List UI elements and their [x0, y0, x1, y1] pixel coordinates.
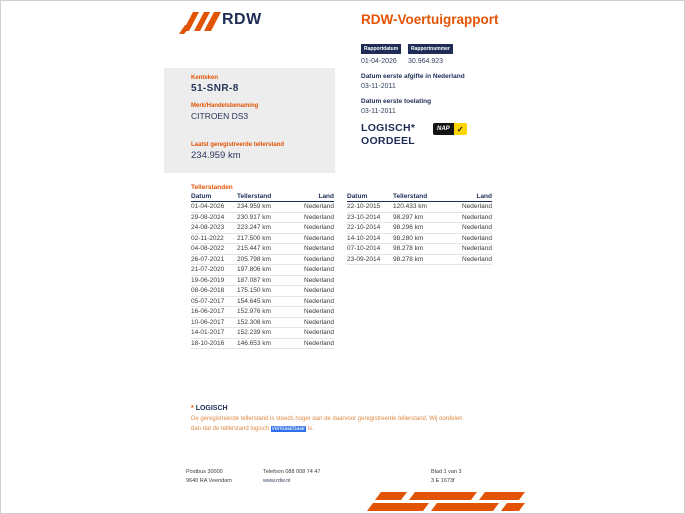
cell-datum: 29-08-2024	[191, 213, 225, 221]
cell-datum: 19-06-2019	[191, 276, 225, 284]
cell-tellerstand: 152.239 km	[237, 329, 271, 337]
oordeel-word1: LOGISCH*	[361, 122, 416, 134]
cell-datum: 08-06-2018	[191, 287, 225, 295]
table-row	[347, 202, 492, 213]
cell-tellerstand: 197.806 km	[237, 266, 271, 274]
table-row	[191, 328, 334, 339]
cell-land: Nederland	[304, 287, 334, 295]
cell-land: Nederland	[462, 245, 492, 253]
cell-land: Nederland	[462, 255, 492, 263]
cell-land: Nederland	[304, 224, 334, 232]
cell-datum: 01-04-2026	[191, 203, 225, 211]
table-row	[347, 234, 492, 245]
kenteken-value: 51-SNR-8	[191, 83, 239, 94]
table-header	[191, 193, 334, 202]
cell-land: Nederland	[304, 255, 334, 263]
cell-datum: 16-06-2017	[191, 308, 225, 316]
cell-land: Nederland	[304, 234, 334, 242]
table-row	[191, 244, 334, 255]
cell-datum: 10-06-2017	[191, 318, 225, 326]
table-row	[347, 255, 492, 266]
col-tellerstand: Tellerstand	[393, 193, 428, 200]
footnote-highlighted-word: verklaarbaar	[271, 425, 306, 432]
table-row	[191, 276, 334, 287]
tellerstanden-table-left	[191, 193, 334, 349]
footer-doc-code: 3 E 1673f	[431, 478, 455, 484]
footer-contact	[263, 468, 321, 486]
cell-tellerstand: 205.798 km	[237, 255, 271, 263]
table-row	[191, 202, 334, 213]
nap-checkmark-icon: ✓	[454, 123, 467, 135]
tellerstanden-table-right	[347, 193, 492, 265]
cell-tellerstand: 223.247 km	[237, 224, 271, 232]
toelating-value: 03-11-2011	[361, 108, 396, 115]
footnote-marker: *	[191, 405, 194, 412]
cell-tellerstand: 146.653 km	[237, 339, 271, 347]
footnote-text-before: De geregistreerde tellerstand is steeds hoger dan de daarvoor geregistreerde tellerstand. Wij oordelen dan dat de tellerstand logisch	[191, 416, 463, 432]
cell-tellerstand: 98.278 km	[393, 245, 424, 253]
page-title: RDW-Voertuigrapport	[361, 12, 499, 27]
cell-land: Nederland	[304, 339, 334, 347]
cell-tellerstand: 152.976 km	[237, 308, 271, 316]
cell-tellerstand: 175.150 km	[237, 287, 271, 295]
footer-phone: Telefoon 088 008 74 47	[263, 469, 321, 475]
afgifte-label: Datum eerste afgifte in Nederland	[361, 73, 465, 80]
cell-land: Nederland	[462, 203, 492, 211]
cell-land: Nederland	[304, 329, 334, 337]
footer-address	[186, 468, 232, 486]
table-row	[191, 318, 334, 329]
footer-address-line2: 9640 RA Veendam	[186, 478, 232, 484]
footer-website-link[interactable]: www.rdw.nl	[263, 478, 291, 484]
vehicle-summary-box	[164, 68, 335, 173]
footer-paging	[431, 468, 462, 486]
footer-page-number: Blad 1 van 3	[431, 469, 462, 475]
table-row	[191, 234, 334, 245]
cell-land: Nederland	[304, 213, 334, 221]
cell-land: Nederland	[462, 234, 492, 242]
report-number-block	[408, 37, 453, 65]
cell-land: Nederland	[304, 203, 334, 211]
table-row	[191, 255, 334, 266]
cell-tellerstand: 98.296 km	[393, 224, 424, 232]
cell-tellerstand: 152.308 km	[237, 318, 271, 326]
table-row	[347, 223, 492, 234]
table-header	[347, 193, 492, 202]
cell-tellerstand: 217.500 km	[237, 234, 271, 242]
table-body	[347, 202, 492, 265]
cell-land: Nederland	[304, 297, 334, 305]
cell-land: Nederland	[304, 308, 334, 316]
cell-datum: 14-01-2017	[191, 329, 225, 337]
col-tellerstand: Tellerstand	[237, 193, 272, 200]
footer-address-line1: Postbus 30000	[186, 469, 223, 475]
afgifte-value: 03-11-2011	[361, 83, 396, 90]
cell-datum: 23-10-2014	[347, 213, 381, 221]
cell-tellerstand: 154.645 km	[237, 297, 271, 305]
col-land: Land	[476, 193, 492, 200]
footnote-title	[191, 405, 228, 412]
report-number-label: Rapportnummer	[408, 44, 453, 54]
footer-stripes-decoration-icon	[367, 490, 525, 514]
footnote-title-text: LOGISCH	[195, 405, 228, 412]
cell-datum: 22-10-2014	[347, 224, 381, 232]
table-row	[191, 307, 334, 318]
cell-land: Nederland	[304, 245, 334, 253]
oordeel-text	[361, 122, 415, 148]
cell-tellerstand: 120.433 km	[393, 203, 427, 211]
table-row	[191, 213, 334, 224]
col-datum: Datum	[347, 193, 368, 200]
cell-tellerstand: 215.447 km	[237, 245, 271, 253]
table-row	[347, 213, 492, 224]
cell-datum: 18-10-2016	[191, 339, 225, 347]
cell-datum: 26-07-2021	[191, 255, 225, 263]
tellerstand-label: Laatst geregistreerde tellerstand	[191, 142, 285, 148]
tellerstanden-section-title: Tellerstanden	[191, 184, 233, 191]
table-row	[191, 265, 334, 276]
cell-tellerstand: 234.959 km	[237, 203, 271, 211]
nap-logo-text: NAP	[433, 123, 454, 135]
col-datum: Datum	[191, 193, 212, 200]
table-row	[347, 244, 492, 255]
col-land: Land	[318, 193, 334, 200]
table-row	[191, 223, 334, 234]
cell-datum: 07-10-2014	[347, 245, 381, 253]
report-date-label: Rapportdatum	[361, 44, 401, 54]
cell-datum: 23-09-2014	[347, 255, 381, 263]
report-number-value: 30.964.923	[408, 58, 444, 65]
table-row	[191, 297, 334, 308]
merk-label: Merk/Handelsbenaming	[191, 103, 259, 109]
report-date-block	[361, 37, 401, 65]
cell-datum: 24-08-2023	[191, 224, 225, 232]
cell-tellerstand: 98.280 km	[393, 234, 424, 242]
rdw-logo-text: RDW	[222, 11, 262, 28]
tellerstand-value: 234.959 km	[191, 150, 241, 161]
cell-datum: 05-07-2017	[191, 297, 225, 305]
cell-datum: 14-10-2014	[347, 234, 381, 242]
merk-value: CITROEN DS3	[191, 111, 249, 121]
footnote-text	[191, 415, 473, 434]
table-row	[191, 339, 334, 350]
oordeel-word2: OORDEEL	[361, 135, 416, 147]
toelating-label: Datum eerste toelating	[361, 98, 432, 105]
nap-logo	[433, 123, 467, 135]
report-date-value: 01-04-2026	[361, 58, 397, 65]
kenteken-label: Kenteken	[191, 75, 219, 81]
cell-datum: 04-08-2022	[191, 245, 225, 253]
cell-datum: 02-11-2022	[191, 234, 224, 242]
rdw-logo-flag-icon	[177, 8, 221, 35]
cell-land: Nederland	[462, 213, 492, 221]
cell-tellerstand: 230.917 km	[237, 213, 271, 221]
cell-tellerstand: 187.087 km	[237, 276, 271, 284]
cell-datum: 21-07-2020	[191, 266, 225, 274]
cell-tellerstand: 98.297 km	[393, 213, 424, 221]
cell-tellerstand: 98.278 km	[393, 255, 424, 263]
table-row	[191, 286, 334, 297]
cell-land: Nederland	[304, 276, 334, 284]
cell-land: Nederland	[304, 266, 334, 274]
table-body	[191, 202, 334, 349]
cell-land: Nederland	[462, 224, 492, 232]
cell-datum: 22-10-2015	[347, 203, 381, 211]
footnote-text-after: is.	[306, 425, 314, 432]
cell-land: Nederland	[304, 318, 334, 326]
